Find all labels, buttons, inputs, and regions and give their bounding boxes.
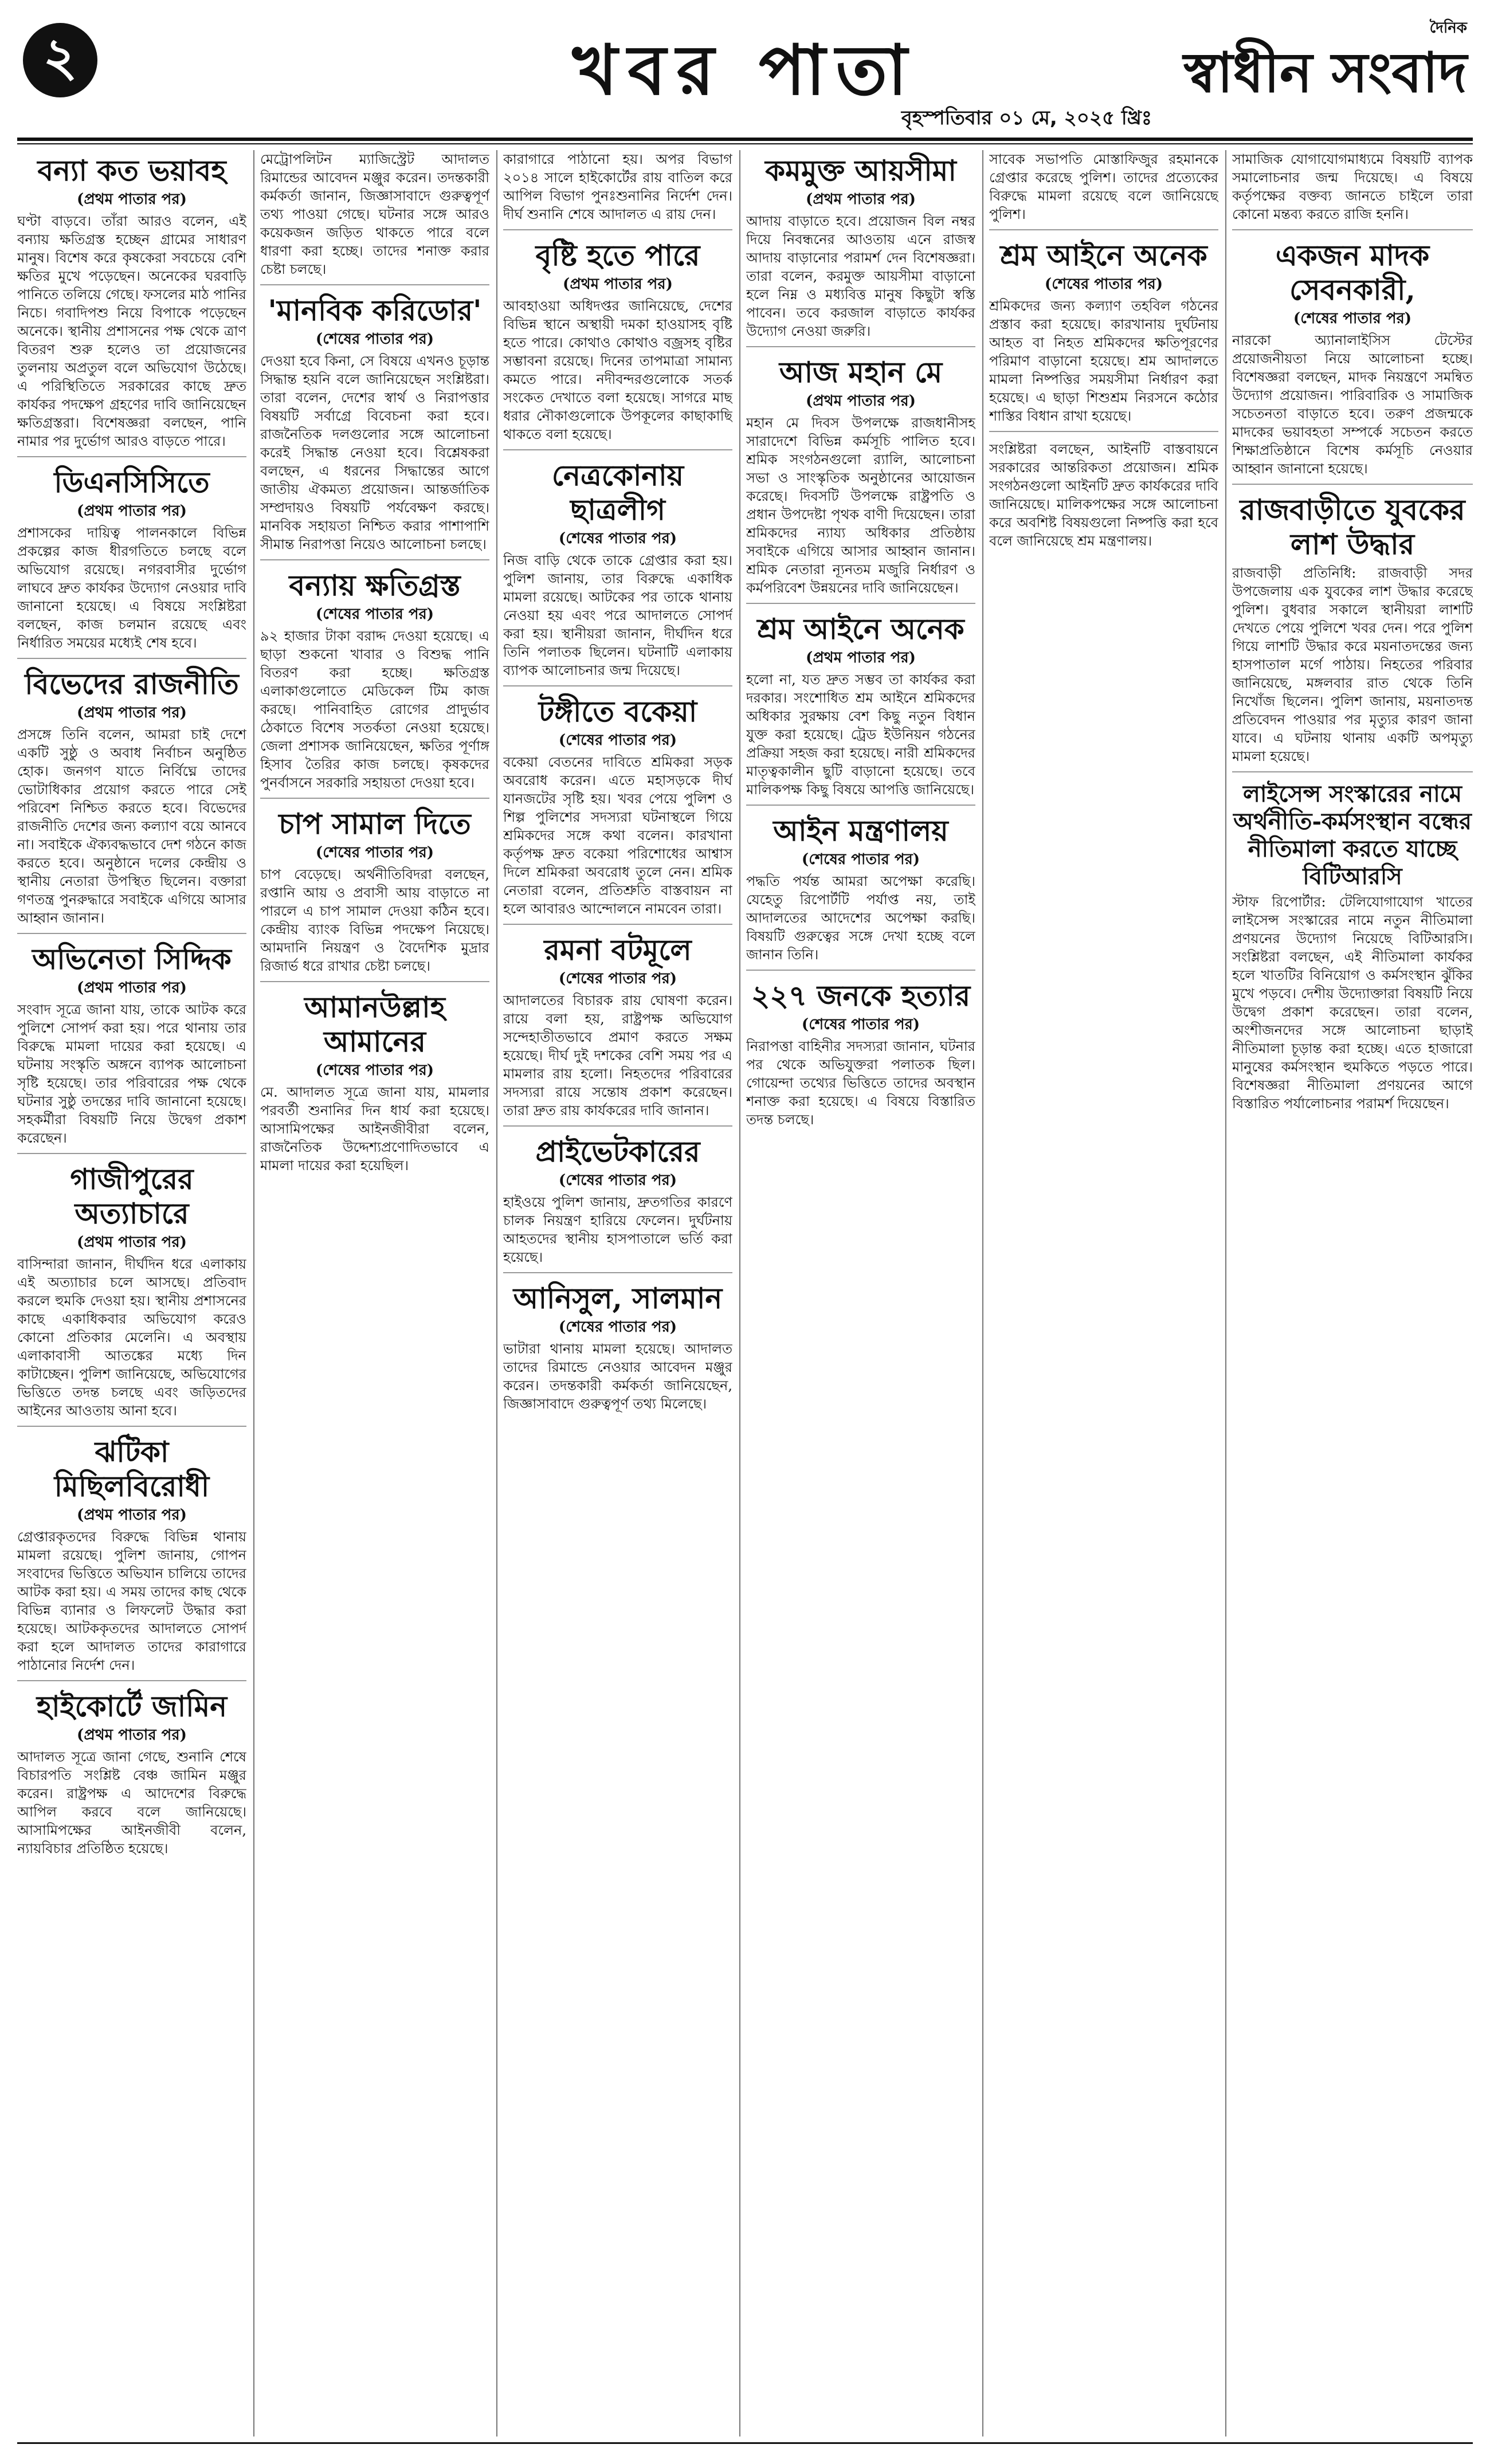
- story-headline: বিভেদের রাজনীতি: [25, 667, 239, 701]
- story-body: রাজবাড়ী প্রতিনিধি: রাজবাড়ী সদর উপজেলায় এক যুবকের লাশ উদ্ধার করেছে পুলিশ। বুধবার সকালে স্থানীয়রা লাশটি দেখতে পেয়ে পুলিশে খবর দেন। পরে পুলিশ গিয়ে লাশটি উদ্ধার করে ময়নাতদন্তের জন্য হাসপাতাল মর্গে পাঠায়। নিহতের পরিবার জানিয়েছে, মঙ্গলবার রাত থেকে তিনি নিখোঁজ ছিলেন। পুলিশ জানায়, ময়নাতদন্ত প্রতিবেদন পাওয়ার পর মৃত্যুর কারণ জানা যাবে। এ ঘটনায় থানায় একটি অপমৃত্যু মামলা হয়েছে।: [1232, 565, 1473, 764]
- continued-label: (শেষের পাতার পর): [315, 331, 434, 348]
- story-headline: টঙ্গীতে বকেয়া: [538, 695, 697, 728]
- news-story: [989, 440, 1218, 556]
- story-body: মেট্রোপলিটন ম্যাজিস্ট্রেট আদালত রিমান্ডের আবেদন মঞ্জুর করেন। তদন্তকারী কর্মকর্তা জানান, জিজ্ঞাসাবাদে গুরুত্বপূর্ণ তথ্য পাওয়া গেছে। ঘটনার সঙ্গে আরও কয়েকজন জড়িত থাকতে পারে বলে ধারণা করা হচ্ছে। তাদের শনাক্ত করার চেষ্টা চলছে।: [260, 151, 489, 277]
- masthead-rule: [17, 138, 1473, 141]
- story-headline: বৃষ্টি হতে পারে: [535, 238, 700, 272]
- story-headline: শ্রম আইনে অনেক: [1000, 238, 1207, 272]
- story-body: মহান মে দিবস উপলক্ষে রাজধানীসহ সারাদেশে বিভিন্ন কর্মসূচি পালিত হবে। শ্রমিক সংগঠনগুলো র‍্যালি, আলোচনা সভা ও সাংস্কৃতিক অনুষ্ঠানের আয়োজন করেছে। দিবসটি উপলক্ষে রাষ্ট্রপতি ও প্রধান উপদেষ্টা পৃথক বাণী দিয়েছেন। তারা শ্রমিকদের ন্যায্য অধিকার প্রতিষ্ঠায় সবাইকে এগিয়ে আসার আহ্বান জানান। শ্রমিক নেতারা ন্যূনতম মজুরি নির্ধারণ ও কর্মপরিবেশ উন্নয়নের দাবি জানিয়েছেন।: [746, 415, 975, 596]
- article-columns: [17, 150, 1473, 2436]
- story-body: স্টাফ রিপোর্টার: টেলিযোগাযোগ খাতের লাইসেন্স সংস্কারের নামে নতুন নীতিমালা প্রণয়নের উদ্যোগ নিয়েছে বিটিআরসি। সংশ্লিষ্টরা বলছেন, এই নীতিমালা কার্যকর হলে খাতটির বিনিয়োগ ও কর্মসংস্থান ঝুঁকির মুখে পড়বে। দেশীয় উদ্যোক্তারা বিষয়টি নিয়ে উদ্বেগ প্রকাশ করেছেন। তারা বলেন, অংশীজনদের সঙ্গে আলোচনা ছাড়াই নীতিমালা চূড়ান্ত করা হচ্ছে। এতে হাজারো মানুষের কর্মসংস্থান হুমকিতে পড়তে পারে। বিশেষজ্ঞরা নীতিমালা প্রণয়নের আগে বিস্তারিত পর্যালোচনার পরামর্শ দিয়েছেন।: [1232, 894, 1473, 1112]
- story-headline: রমনা বটমূলে: [544, 933, 692, 967]
- story-headline: শ্রম আইনে অনেক: [757, 612, 964, 646]
- column-divider: [496, 150, 497, 2436]
- news-story: [260, 990, 489, 1180]
- continued-label: (শেষের পাতার পর): [558, 970, 677, 987]
- story-body: আদালত সূত্রে জানা গেছে, শুনানি শেষে বিচারপতি সংশ্লিষ্ট বেঞ্চ জামিন মঞ্জুর করেন। রাষ্ট্রপক্ষ এ আদেশের বিরুদ্ধে আপিল করবে বলে জানিয়েছে। আসামিপক্ষের আইনজীবী বলেন, ন্যায়বিচার প্রতিষ্ঠিত হয়েছে।: [17, 1749, 246, 1857]
- masthead: [17, 11, 1473, 138]
- story-body: প্রসঙ্গে তিনি বলেন, আমরা চাই দেশে একটি সুষ্ঠু ও অবাধ নির্বাচন অনুষ্ঠিত হোক। জনগণ যাতে নির্বিঘ্নে তাদের ভোটাধিকার প্রয়োগ করতে পারে সেই পরিবেশ নিশ্চিত করতে হবে। বিভেদের রাজনীতি দেশের জন্য কল্যাণ বয়ে আনবে না। সবাইকে ঐক্যবদ্ধভাবে দেশ গঠনে কাজ করতে হবে। অনুষ্ঠানে দলের কেন্দ্রীয় ও স্থানীয় নেতারা উপস্থিত ছিলেন। বক্তারা গণতন্ত্র পুনরুদ্ধারে সবাইকে এগিয়ে আসার আহ্বান জানান।: [17, 727, 246, 926]
- story-body: আদালতের বিচারক রায় ঘোষণা করেন। রায়ে বলা হয়, রাষ্ট্রপক্ষ অভিযোগ সন্দেহাতীতভাবে প্রমাণ করতে সক্ষম হয়েছে। দীর্ঘ দুই দশকের বেশি সময় পর এ মামলার রায় হলো। নিহতদের পরিবারের সদস্যরা রায়ে সন্তোষ প্রকাশ করেছেন। তারা দ্রুত রায় কার্যকরের দাবি জানান।: [503, 992, 732, 1119]
- continued-label: (শেষের পাতার পর): [558, 732, 677, 749]
- news-story: [503, 150, 732, 230]
- news-story: [260, 807, 489, 982]
- continued-label: (প্রথম পাতার পর): [806, 191, 916, 208]
- continued-label: (শেষের পাতার পর): [558, 1172, 677, 1189]
- story-body: সামাজিক যোগাযোগমাধ্যমে বিষয়টি ব্যাপক সমালোচনার জন্ম দিয়েছে। এ বিষয়ে কর্তৃপক্ষের বক্তব্য জানতে চাইলে তারা কোনো মন্তব্য করতে রাজি হননি।: [1232, 151, 1473, 222]
- story-headline: একজন মাদক সেবনকারী,: [1275, 238, 1430, 307]
- news-story: [260, 150, 489, 285]
- story-headline: আইন মন্ত্রণালয়: [773, 814, 948, 848]
- news-story: [1232, 150, 1473, 230]
- continued-label: (প্রথম পাতার পর): [806, 393, 916, 410]
- continued-label: (প্রথম পাতার পর): [77, 1234, 187, 1251]
- story-headline: 'মানবিক করিডোর': [268, 293, 482, 327]
- story-headline: আমানউল্লাহ আমানের: [304, 990, 445, 1058]
- masthead-rule-thin: [17, 143, 1473, 144]
- column-divider: [253, 150, 254, 2436]
- continued-label: (শেষের পাতার পর): [315, 1062, 434, 1079]
- story-headline: অভিনেতা সিদ্দিক: [32, 942, 232, 976]
- footer-rule: [17, 2442, 1473, 2444]
- continued-label: (প্রথম পাতার পর): [563, 276, 673, 293]
- column-4: [746, 150, 975, 2436]
- story-body: সংশ্লিষ্টরা বলছেন, আইনটি বাস্তবায়নে সরকারের আন্তরিকতা প্রয়োজন। শ্রমিক সংগঠনগুলো আইনটি দ্রুত কার্যকরের দাবি জানিয়েছে। মালিকপক্ষের সঙ্গে আলোচনা করে অবশিষ্ট বিষয়গুলো নিষ্পত্তি করা হবে বলে জানিয়েছে শ্রম মন্ত্রণালয়।: [989, 441, 1218, 549]
- continued-label: (শেষের পাতার পর): [1044, 276, 1163, 293]
- story-body: নিজ বাড়ি থেকে তাকে গ্রেপ্তার করা হয়। পুলিশ জানায়, তার বিরুদ্ধে একাধিক মামলা রয়েছে। আটকের পর তাকে থানায় নেওয়া হয় এবং পরে আদালতে সোপর্দ করা হয়। স্থানীয়রা জানান, দীর্ঘদিন ধরে তিনি পলাতক ছিলেন। ঘটনাটি এলাকায় ব্যাপক আলোচনার জন্ম দিয়েছে।: [503, 552, 732, 678]
- news-story: [17, 465, 246, 659]
- continued-label: (প্রথম পাতার পর): [77, 979, 187, 996]
- news-story: [1232, 238, 1473, 485]
- story-body: বকেয়া বেতনের দাবিতে শ্রমিকরা সড়ক অবরোধ করেন। এতে মহাসড়কে দীর্ঘ যানজটের সৃষ্টি হয়। খবর পেয়ে পুলিশ ও শিল্প পুলিশের সদস্যরা ঘটনাস্থলে গিয়ে শ্রমিকদের সঙ্গে কথা বলেন। কারখানা কর্তৃপক্ষ দ্রুত বকেয়া পরিশোধের আশ্বাস দিলে শ্রমিকরা অবরোধ তুলে নেন। শ্রমিক নেতারা বলেন, প্রতিশ্রুতি বাস্তবায়ন না হলে আবারও আন্দোলনে নামবেন তারা।: [503, 754, 732, 917]
- continued-label: (শেষের পাতার পর): [558, 1319, 677, 1336]
- continued-label: (শেষের পাতার পর): [1293, 310, 1412, 327]
- column-divider: [1225, 150, 1226, 2436]
- news-story: [17, 1689, 246, 1863]
- story-headline: ডিএনসিসিতে: [54, 465, 210, 499]
- story-body: গ্রেপ্তারকৃতদের বিরুদ্ধে বিভিন্ন থানায় মামলা রয়েছে। পুলিশ জানায়, গোপন সংবাদের ভিত্তিতে অভিযান চালিয়ে তাদের আটক করা হয়। এ সময় তাদের কাছ থেকে বিভিন্ন ব্যানার ও লিফলেট উদ্ধার করা হয়েছে। আটককৃতদের আদালতে সোপর্দ করা হলে আদালত তাদের কারাগারে পাঠানোর নির্দেশ দেন।: [17, 1529, 246, 1673]
- continued-label: (শেষের পাতার পর): [315, 844, 434, 861]
- story-body: কারাগারে পাঠানো হয়। অপর বিভাগ ২০১৪ সালে হাইকোর্টের রায় বাতিল করে আপিল বিভাগ পুনঃশুনানির নির্দেশ দেন। দীর্ঘ শুনানি শেষে আদালত এ রায় দেন।: [503, 151, 732, 222]
- news-story: [17, 154, 246, 457]
- news-story: [17, 942, 246, 1154]
- story-headline: রাজবাড়ীতে যুবকের লাশ উদ্ধার: [1240, 493, 1465, 561]
- news-story: [746, 154, 975, 347]
- news-story: [17, 667, 246, 934]
- story-body: পদ্ধতি পর্যন্ত আমরা অপেক্ষা করেছি। যেহেতু রিপোর্টটি পর্যাপ্ত নয়, তাই আদালতের আদেশের অপেক্ষা করছি। বিষয়টি গুরুত্বের সঙ্গে দেখা হচ্ছে বলে জানান তিনি।: [746, 873, 975, 963]
- continued-label: (প্রথম পাতার পর): [77, 503, 187, 520]
- story-body: প্রশাসকের দায়িত্ব পালনকালে বিভিন্ন প্রকল্পের কাজ ধীরগতিতে চলছে বলে অভিযোগ রয়েছে। নগরবাসীর দুর্ভোগ লাঘবে দ্রুত কার্যকর উদ্যোগ নেওয়ার দাবি জানানো হয়েছে। এ বিষয়ে সংশ্লিষ্টরা বলছেন, কাজ চলমান রয়েছে এবং নির্ধারিত সময়ের মধ্যেই শেষ হবে।: [17, 525, 246, 651]
- news-story: [1232, 780, 1473, 1119]
- story-body: ঘণ্টা বাড়বে। তাঁরা আরও বলেন, এই বন্যায় ক্ষতিগ্রস্ত হচ্ছেন গ্রামের সাধারণ মানুষ। বিশেষ করে কৃষকেরা সবচেয়ে বেশি ক্ষতির মুখে পড়েছেন। অনেকের ঘরবাড়ি পানিতে তলিয়ে গেছে। ফসলের মাঠ পানির নিচে। গবাদিপশু নিয়ে বিপাকে পড়েছেন অনেকে। স্থানীয় প্রশাসনের পক্ষ থেকে ত্রাণ বিতরণ শুরু হলেও তা প্রয়োজনের তুলনায় অপ্রতুল বলে অভিযোগ উঠেছে। এ পরিস্থিতিতে সরকারের কাছে দ্রুত কার্যকর পদক্ষেপ গ্রহণের দাবি জানিয়েছেন ক্ষতিগ্রস্তরা। বিশেষজ্ঞরা বলছেন, পানি নামার পর দুর্ভোগ আরও বাড়তে পারে।: [17, 213, 246, 449]
- column-2: [260, 150, 489, 2436]
- continued-label: (শেষের পাতার পর): [315, 606, 434, 623]
- story-headline: ২২৭ জনকে হত্যার: [751, 979, 971, 1013]
- story-body: মে. আদালত সূত্রে জানা যায়, মামলার পরবর্তী শুনানির দিন ধার্য করা হয়েছে। আসামিপক্ষের আইনজীবীরা বলেন, রাজনৈতিক উদ্দেশ্যপ্রণোদিতভাবে এ মামলা দায়ের করা হয়েছিল।: [260, 1084, 489, 1174]
- section-title: খবর পাতা: [572, 30, 918, 111]
- story-headline: লাইসেন্স সংস্কারের নামে অর্থনীতি-কর্মসংস্থান বন্ধের নীতিমালা করতে যাচ্ছে বিটিআরসি: [1233, 780, 1472, 890]
- story-body: সংবাদ সূত্রে জানা যায়, তাকে আটক করে পুলিশে সোপর্দ করা হয়। পরে থানায় তার বিরুদ্ধে মামলা দায়ের করা হয়েছে। এ ঘটনায় সংস্কৃতি অঙ্গনে ব্যাপক আলোচনা সৃষ্টি হয়েছে। তার পরিবারের পক্ষ থেকে ঘটনার সুষ্ঠু তদন্তের দাবি জানানো হয়েছে। সহকর্মীরা বিষয়টি নিয়ে উদ্বেগ প্রকাশ করেছেন।: [17, 1002, 246, 1146]
- column-1: [17, 150, 246, 2436]
- continued-label: (শেষের পাতার পর): [801, 851, 920, 868]
- issue-date: বৃহস্পতিবার ০১ মে, ২০২৫ খ্রিঃ: [901, 107, 1152, 130]
- story-headline: কমমুক্ত আয়সীমা: [765, 154, 956, 187]
- story-body: নিরাপত্তা বাহিনীর সদস্যরা জানান, ঘটনার পর থেকে অভিযুক্তরা পলাতক ছিল। গোয়েন্দা তথ্যের ভিত্তিতে তাদের অবস্থান শনাক্ত করা হয়েছে। এ বিষয়ে বিস্তারিত তদন্ত চলছে।: [746, 1038, 975, 1128]
- news-story: [746, 979, 975, 1135]
- newspaper-logo: [1169, 16, 1467, 108]
- news-story: [503, 458, 732, 686]
- continued-label: (প্রথম পাতার পর): [77, 704, 187, 721]
- story-headline: বন্যা কত ভয়াবহ: [37, 154, 226, 187]
- news-story: [1232, 493, 1473, 772]
- news-story: [17, 1435, 246, 1681]
- news-story: [503, 238, 732, 450]
- story-headline: চাপ সামাল দিতে: [279, 807, 471, 841]
- logo-prefix: দৈনিক: [1429, 19, 1467, 37]
- continued-label: (শেষের পাতার পর): [801, 1016, 920, 1033]
- story-body: হাইওয়ে পুলিশ জানায়, দ্রুতগতির কারণে চালক নিয়ন্ত্রণ হারিয়ে ফেলেন। দুর্ঘটনায় আহতদের স্থানীয় হাসপাতালে ভর্তি করা হয়েছে।: [503, 1194, 732, 1265]
- continued-label: (প্রথম পাতার পর): [77, 191, 187, 208]
- column-6: [1232, 150, 1473, 2436]
- news-story: [17, 1162, 246, 1427]
- news-story: [260, 293, 489, 560]
- story-body: বাসিন্দারা জানান, দীর্ঘদিন ধরে এলাকায় এই অত্যাচার চলে আসছে। প্রতিবাদ করলে হুমকি দেওয়া হয়। স্থানীয় প্রশাসনের কাছে একাধিকবার অভিযোগ করেও কোনো প্রতিকার মেলেনি। এ অবস্থায় এলাকাবাসী আতঙ্কের মধ্যে দিন কাটাচ্ছেন। পুলিশ জানিয়েছে, অভিযোগের ভিত্তিতে তদন্ত চলছে এবং জড়িতদের আইনের আওতায় আনা হবে।: [17, 1256, 246, 1419]
- story-body: চাপ বেড়েছে। অর্থনীতিবিদরা বলছেন, রপ্তানি আয় ও প্রবাসী আয় বাড়াতে না পারলে এ চাপ সামাল দেওয়া কঠিন হবে। কেন্দ্রীয় ব্যাংক বিভিন্ন পদক্ষেপ নিয়েছে। আমদানি নিয়ন্ত্রণ ও বৈদেশিক মুদ্রার রিজার্ভ ধরে রাখার চেষ্টা চলছে।: [260, 866, 489, 974]
- news-story: [746, 612, 975, 806]
- news-story: [746, 355, 975, 604]
- story-body: ভাটারা থানায় মামলা হয়েছে। আদালত তাদের রিমান্ডে নেওয়ার আবেদন মঞ্জুর করেন। তদন্তকারী কর্মকর্তা জানিয়েছেন, জিজ্ঞাসাবাদে গুরুত্বপূর্ণ তথ্য মিলেছে।: [503, 1341, 732, 1412]
- news-story: [503, 1281, 732, 1419]
- story-headline: ঝটিকা মিছিলবিরোধী: [54, 1435, 210, 1503]
- story-body: শ্রমিকদের জন্য কল্যাণ তহবিল গঠনের প্রস্তাব করা হয়েছে। কারখানায় দুর্ঘটনায় আহত বা নিহত শ্রমিকদের ক্ষতিপূরণের পরিমাণ বাড়ানো হয়েছে। শ্রম আদালতে মামলা নিষ্পত্তির সময়সীমা নির্ধারণ করা হয়েছে। এ ছাড়া শিশুশ্রম নিরসনে কঠোর শাস্তির বিধান রাখা হয়েছে।: [989, 298, 1218, 424]
- news-story: [989, 238, 1218, 432]
- story-headline: প্রাইভেটকারের: [535, 1135, 700, 1168]
- story-headline: হাইকোর্টে জামিন: [36, 1689, 228, 1723]
- news-story: [503, 933, 732, 1127]
- continued-label: (প্রথম পাতার পর): [77, 1506, 187, 1524]
- continued-label: (প্রথম পাতার পর): [806, 649, 916, 666]
- continued-label: (শেষের পাতার পর): [558, 530, 677, 547]
- logo-name: স্বাধীন সংবাদ: [1183, 40, 1467, 105]
- page-number-badge: ২: [23, 23, 97, 97]
- story-body: দেওয়া হবে কিনা, সে বিষয়ে এখনও চূড়ান্ত সিদ্ধান্ত হয়নি বলে জানিয়েছেন সংশ্লিষ্টরা। তারা বলেন, দেশের স্বার্থ ও নিরাপত্তার বিষয়টি সর্বাগ্রে বিবেচনা করা হবে। রাজনৈতিক দলগুলোর সঙ্গে আলোচনা করেই সিদ্ধান্ত নেওয়া হবে। বিশ্লেষকরা বলছেন, এ ধরনের সিদ্ধান্তের আগে জাতীয় ঐকমত্য প্রয়োজন। আন্তর্জাতিক সম্প্রদায়ও বিষয়টি পর্যবেক্ষণ করছে। মানবিক সহায়তা নিশ্চিত করার পাশাপাশি সীমান্ত নিরাপত্তা নিয়েও আলোচনা চলছে।: [260, 353, 489, 552]
- story-body: ৯২ হাজার টাকা বরাদ্দ দেওয়া হয়েছে। এ ছাড়া শুকনো খাবার ও বিশুদ্ধ পানি বিতরণ করা হচ্ছে। ক্ষতিগ্রস্ত এলাকাগুলোতে মেডিকেল টিম কাজ করছে। পানিবাহিত রোগের প্রাদুর্ভাব ঠেকাতে বিশেষ সতর্কতা নেওয়া হয়েছে। জেলা প্রশাসক জানিয়েছেন, ক্ষতির পূর্ণাঙ্গ হিসাব তৈরির কাজ চলছে। কৃষকদের পুনর্বাসনে সরকারি সহায়তা দেওয়া হবে।: [260, 628, 489, 791]
- news-story: [989, 150, 1218, 230]
- story-headline: আনিসুল, সালমান: [513, 1281, 723, 1315]
- news-story: [746, 814, 975, 971]
- story-body: সাবেক সভাপতি মোস্তাফিজুর রহমানকে গ্রেপ্তার করেছে পুলিশ। তাদের প্রত্যেকের বিরুদ্ধে মামলা রয়েছে বলে জানিয়েছে পুলিশ।: [989, 151, 1218, 222]
- column-divider: [739, 150, 740, 2436]
- column-5: [989, 150, 1218, 2436]
- continued-label: (প্রথম পাতার পর): [77, 1727, 187, 1744]
- story-headline: গাজীপুরের অত্যাচারে: [70, 1162, 194, 1230]
- column-divider: [982, 150, 983, 2436]
- story-headline: আজ মহান মে: [779, 355, 943, 389]
- story-body: আদায় বাড়াতে হবে। প্রয়োজন বিল নম্বর দিয়ে নিবন্ধনের আওতায় এনে রাজস্ব আদায় বাড়ানোর পরামর্শ দেন বিশেষজ্ঞরা। তারা বলেন, করমুক্ত আয়সীমা বাড়ানো হলে নিম্ন ও মধ্যবিত্ত মানুষ কিছুটা স্বস্তি পাবেন। তবে করজাল বাড়াতে কার্যকর উদ্যোগ নেওয়া জরুরি।: [746, 213, 975, 339]
- news-story: [260, 568, 489, 799]
- story-body: নারকো অ্যানালাইসিস টেস্টের প্রয়োজনীয়তা নিয়ে আলোচনা হচ্ছে। বিশেষজ্ঞরা বলছেন, মাদক নিয়ন্ত্রণে সমন্বিত উদ্যোগ প্রয়োজন। পারিবারিক ও সামাজিক সচেতনতা বাড়াতে হবে। তরুণ প্রজন্মকে মাদকের ভয়াবহতা সম্পর্কে সচেতন করতে শিক্ষাপ্রতিষ্ঠানে বিশেষ কর্মসূচি নেওয়ার আহ্বান জানানো হয়েছে।: [1232, 332, 1473, 477]
- story-headline: বন্যায় ক্ষতিগ্রস্ত: [289, 568, 461, 602]
- news-story: [503, 695, 732, 925]
- story-body: হলো না, যত দ্রুত সম্ভব তা কার্যকর করা দরকার। সংশোধিত শ্রম আইনে শ্রমিকদের অধিকার সুরক্ষায় বেশ কিছু নতুন বিধান যুক্ত করা হয়েছে। ট্রেড ইউনিয়ন গঠনের প্রক্রিয়া সহজ করা হয়েছে। নারী শ্রমিকদের মাতৃত্বকালীন ছুটি বাড়ানো হয়েছে। তবে মালিকপক্ষ কিছু বিষয়ে আপত্তি জানিয়েছে।: [746, 672, 975, 798]
- story-headline: নেত্রকোনায় ছাত্রলীগ: [551, 458, 684, 527]
- column-3: [503, 150, 732, 2436]
- story-body: আবহাওয়া অধিদপ্তর জানিয়েছে, দেশের বিভিন্ন স্থানে অস্থায়ী দমকা হাওয়াসহ বৃষ্টি হতে পারে। কোথাও কোথাও বজ্রসহ বৃষ্টির সম্ভাবনা রয়েছে। দিনের তাপমাত্রা সামান্য কমতে পারে। নদীবন্দরগুলোকে সতর্ক সংকেত দেখাতে বলা হয়েছে। সাগরে মাছ ধরার নৌকাগুলোকে উপকূলের কাছাকাছি থাকতে বলা হয়েছে।: [503, 298, 732, 442]
- news-story: [503, 1135, 732, 1273]
